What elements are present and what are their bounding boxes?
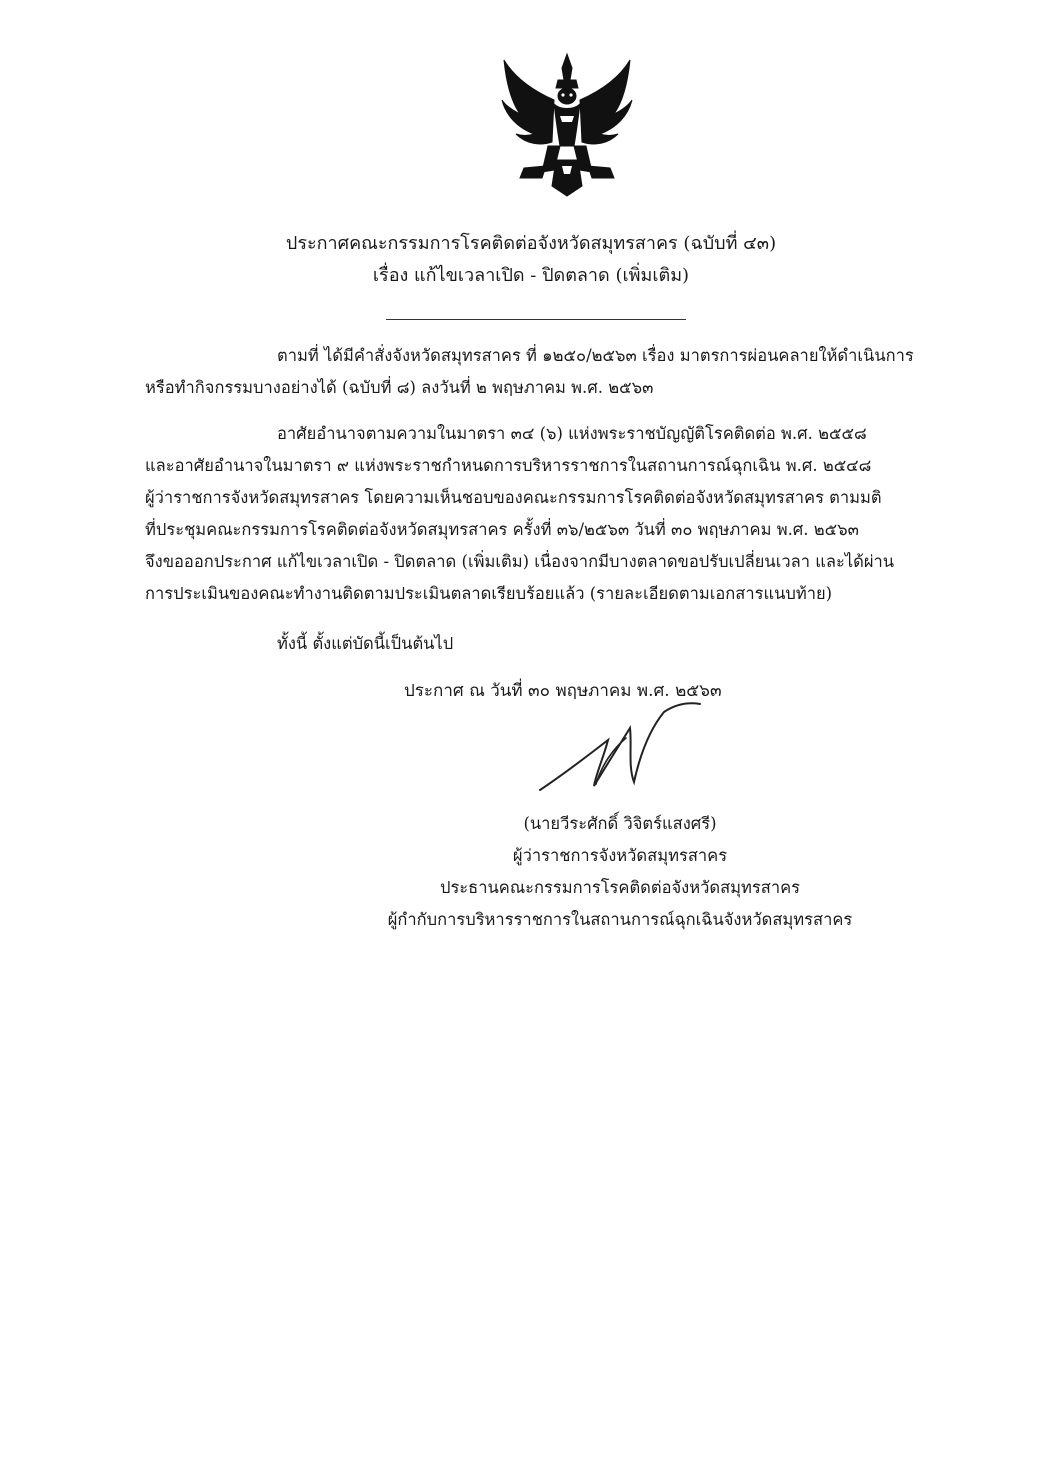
paragraph-line: ที่ประชุมคณะกรรมการโรคติดต่อจังหวัดสมุทรสาคร ครั้งที่ ๓๖/๒๕๖๓ วันที่ ๓๐ พฤษภาคม พ.ศ. ๒๕๖๓ xyxy=(145,520,859,539)
paragraph-line: อาศัยอำนาจตามความในมาตรา ๓๔ (๖) แห่งพระราชบัญญัติโรคติดต่อ พ.ศ. ๒๕๕๘ xyxy=(277,424,867,443)
paragraph-reference xyxy=(145,340,979,404)
signatory-name: (นายวีระศักดิ์ วิจิตร์แสงศรี) xyxy=(523,814,717,833)
signatory-title: ประธานคณะกรรมการโรคติดต่อจังหวัดสมุทรสาคร xyxy=(439,878,801,897)
paragraph-authority xyxy=(145,418,979,610)
paragraph-line: จึงขอออกประกาศ แก้ไขเวลาเปิด - ปิดตลาด (เพิ่มเติม) เนื่องจากมีบางตลาดขอปรับเปลี่ยนเวลา และได้ผ่าน xyxy=(145,552,895,571)
announcement-subject: เรื่อง แก้ไขเวลาเปิด - ปิดตลาด (เพิ่มเติม) xyxy=(372,265,690,286)
paragraph-line: การประเมินของคณะทำงานติดตามประเมินตลาดเรียบร้อยแล้ว (รายละเอียดตามเอกสารแนบท้าย) xyxy=(145,584,833,603)
signature-block xyxy=(330,808,910,936)
paragraph-line: ทั้งนี้ ตั้งแต่บัดนี้เป็นต้นไป xyxy=(277,634,454,653)
signatory-title: ผู้กำกับการบริหารราชการในสถานการณ์ฉุกเฉินจังหวัดสมุทรสาคร xyxy=(387,910,853,929)
paragraph-line: ตามที่ ได้มีคำสั่งจังหวัดสมุทรสาคร ที่ ๑๒๕๐/๒๕๖๓ เรื่อง มาตรการผ่อนคลายให้ดำเนินการ xyxy=(277,346,914,365)
paragraph-line: หรือทำกิจกรรมบางอย่างได้ (ฉบับที่ ๘) ลงวันที่ ๒ พฤษภาคม พ.ศ. ๒๕๖๓ xyxy=(145,378,654,397)
paragraph-effective xyxy=(145,628,979,660)
handwritten-signature-icon xyxy=(534,694,704,798)
announcement-date: ประกาศ ณ วันที่ ๓๐ พฤษภาคม พ.ศ. ๒๕๖๓ xyxy=(404,681,722,701)
title-divider xyxy=(386,319,686,320)
garuda-emblem-icon xyxy=(496,50,638,198)
paragraph-line: ผู้ว่าราชการจังหวัดสมุทรสาคร โดยความเห็นชอบของคณะกรรมการโรคติดต่อจังหวัดสมุทรสาคร ตามมติ xyxy=(145,488,882,507)
announcement-title: ประกาศคณะกรรมการโรคติดต่อจังหวัดสมุทรสาคร (ฉบับที่ ๔๓) xyxy=(285,233,777,254)
signatory-title: ผู้ว่าราชการจังหวัดสมุทรสาคร xyxy=(512,846,728,865)
paragraph-line: และอาศัยอำนาจในมาตรา ๙ แห่งพระราชกำหนดการบริหารราชการในสถานการณ์ฉุกเฉิน พ.ศ. ๒๕๔๘ xyxy=(145,456,872,475)
